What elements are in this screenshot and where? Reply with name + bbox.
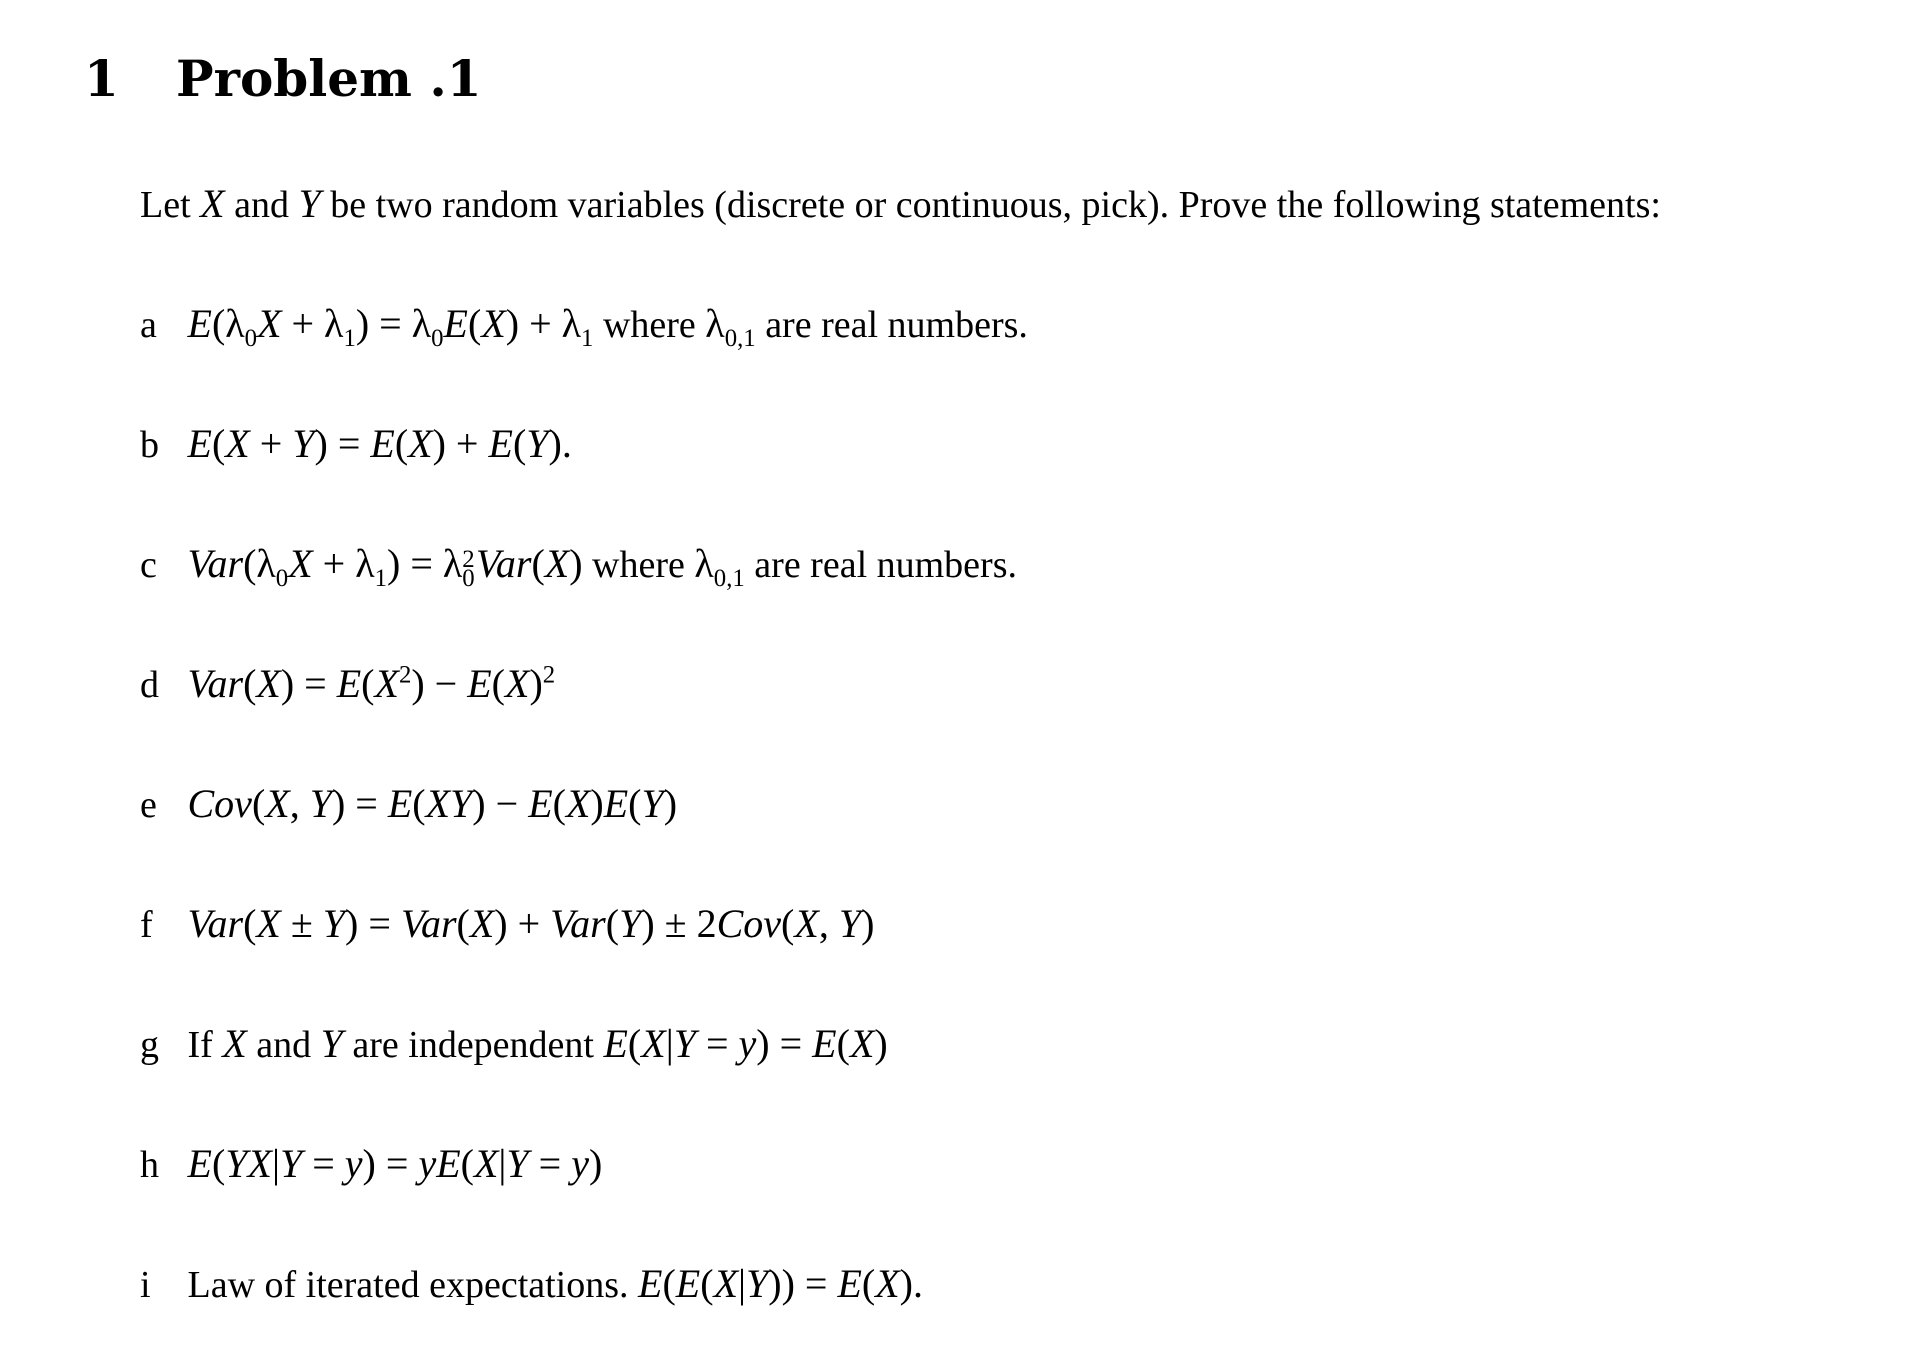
intro-lead: Let	[140, 184, 191, 226]
statement-c-formula: $Var(\lambda_0X + \lambda_1) = \lambda$ 2 0 Var(X)	[187, 541, 583, 592]
section-heading	[84, 44, 482, 114]
statement-d-letter: d	[140, 664, 159, 706]
statement-i	[140, 1256, 923, 1313]
statement-a-letter: a	[140, 304, 157, 346]
statement-a-lambda: $\lambda_{0,1}$	[705, 301, 756, 352]
statement-g-independent: are independent	[352, 1024, 594, 1066]
statement-g-and: and	[256, 1024, 312, 1066]
statement-b-letter: b	[140, 424, 159, 466]
statement-i-letter: i	[140, 1264, 151, 1306]
intro-paragraph	[140, 176, 1661, 233]
statement-b-formula: E(X + Y) = E(X) + E(Y).	[187, 421, 572, 466]
intro-rest: be two random variables (discrete or continuous, pick). Prove the following statements:	[330, 184, 1661, 226]
statement-c	[140, 536, 1017, 593]
statement-a-tail: are real numbers.	[765, 304, 1028, 346]
statement-f-letter: f	[140, 904, 153, 946]
intro-and: and	[234, 184, 289, 226]
intro-var-y: Y	[298, 181, 321, 226]
section-number: 1	[84, 49, 119, 108]
intro-var-x: X	[200, 181, 225, 226]
statement-d-formula: $Var(X) = E(X^2) - E(X)^2$	[187, 661, 556, 706]
section-title: Problem .1	[176, 49, 482, 108]
statement-a	[140, 296, 1028, 353]
statement-i-formula: E(E(X|Y)) = E(X).	[638, 1261, 923, 1306]
statement-g	[140, 1016, 888, 1073]
statement-g-if: If	[187, 1024, 213, 1066]
statement-h	[140, 1136, 602, 1193]
statement-i-law: Law of iterated expectations.	[187, 1264, 629, 1306]
statement-c-where: where	[592, 544, 685, 586]
statement-a-formula: $E(\lambda_0X + \lambda_1) = \lambda_0E(X) + \lambda_1$	[187, 301, 594, 352]
statement-e-formula: Cov(X, Y) = E(XY) − E(X)E(Y)	[187, 781, 678, 826]
statement-g-letter: g	[140, 1024, 159, 1066]
statement-f-formula: Var(X ± Y) = Var(X) + Var(Y) ± 2Cov(X, Y)	[187, 901, 875, 946]
statement-g-y: Y	[320, 1021, 343, 1066]
statement-g-x: X	[222, 1021, 247, 1066]
statement-c-lambda: $\lambda_{0,1}$	[694, 541, 745, 592]
statement-e	[140, 776, 677, 833]
statement-c-tail: are real numbers.	[754, 544, 1017, 586]
statement-a-where: where	[602, 304, 696, 346]
statement-h-formula: E(YX|Y = y) = yE(X|Y = y)	[187, 1141, 603, 1186]
statement-f	[140, 896, 874, 953]
statement-c-letter: c	[140, 544, 157, 586]
statement-e-letter: e	[140, 784, 157, 826]
statement-h-letter: h	[140, 1144, 159, 1186]
statement-g-formula: E(X|Y = y) = E(X)	[603, 1021, 888, 1066]
statement-d	[140, 656, 555, 713]
statement-b	[140, 416, 572, 473]
